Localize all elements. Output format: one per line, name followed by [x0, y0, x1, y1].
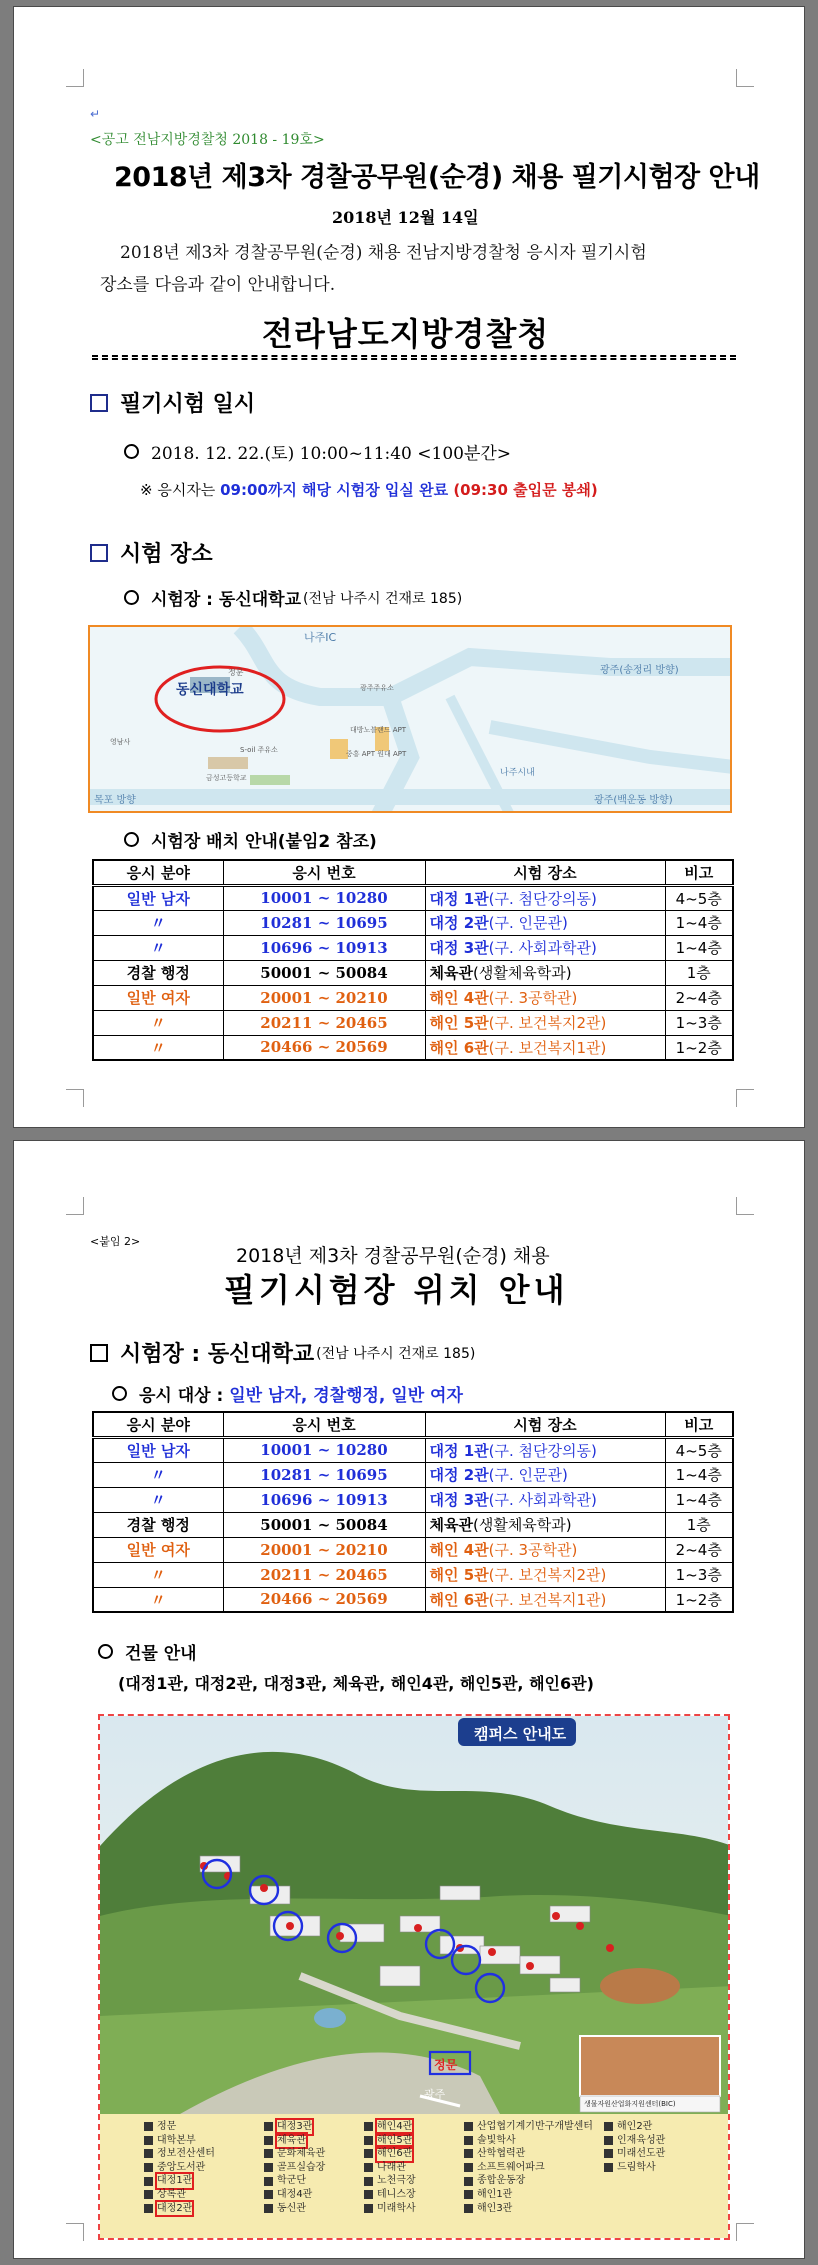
- cell-range: 10001 ~ 10280: [223, 1437, 425, 1462]
- intro-line: 2018년 제3차 경찰공무원(순경) 채용 전남지방경찰청 응시자 필기시험: [120, 243, 647, 263]
- legend-label: 중앙도서관: [157, 2161, 206, 2173]
- table-row: [93, 1537, 733, 1562]
- target-value: 일반 남자, 경찰행정, 일반 여자: [229, 1386, 463, 1406]
- legend-label: 대정4관: [277, 2188, 313, 2200]
- legend-item: [264, 2120, 325, 2134]
- cell-field: 경찰 행정: [93, 1512, 223, 1537]
- exam-room-table: [92, 859, 734, 1061]
- map-label: 중흥 APT 원대 APT: [346, 750, 407, 758]
- circle-bullet-icon: [124, 590, 139, 605]
- place-former-name: (구. 보건복지2관): [488, 1014, 607, 1032]
- legend-number-icon: [144, 2163, 153, 2172]
- cell-field: 〃: [93, 910, 223, 935]
- agency-name: 전라남도지방경찰청: [262, 315, 550, 353]
- legend-item: [464, 2188, 593, 2202]
- cell-place: [425, 1512, 665, 1537]
- legend-item: [264, 2147, 325, 2161]
- legend-item: [604, 2134, 665, 2148]
- cell-note: 1층: [665, 1512, 733, 1537]
- map-label: 광주주유소: [360, 684, 394, 692]
- campus-map: [98, 1714, 730, 2240]
- legend-item: [144, 2134, 215, 2148]
- legend-label: 정보전산센터: [157, 2148, 215, 2160]
- place-name: 대정 2관: [429, 1466, 489, 1484]
- cell-note: 1~4층: [665, 910, 733, 935]
- table-row: [93, 1010, 733, 1035]
- building-list: (대정1관, 대정2관, 대정3관, 체육관, 해인4관, 해인5관, 해인6관): [118, 1674, 594, 1693]
- cell-field: 일반 남자: [93, 885, 223, 910]
- legend-number-icon: [604, 2136, 613, 2145]
- legend-number-icon: [604, 2149, 613, 2158]
- legend-column: [144, 2120, 215, 2215]
- cell-field: 일반 여자: [93, 1537, 223, 1562]
- legend-number-icon: [264, 2136, 273, 2145]
- legend-label: 해인6관: [377, 2148, 413, 2160]
- table-row: [93, 1035, 733, 1060]
- legend-number-icon: [144, 2204, 153, 2213]
- legend-label: 인재육성관: [617, 2134, 666, 2146]
- divider: [92, 355, 736, 360]
- cell-range: 50001 ~ 50084: [223, 960, 425, 985]
- map-label: 정문: [228, 668, 244, 677]
- venue-address: (전남 나주시 건재로 185): [316, 1345, 476, 1362]
- legend-label: 나래관: [377, 2161, 406, 2173]
- legend-label: 종합운동장: [477, 2175, 526, 2187]
- margin-corner: [736, 69, 754, 87]
- legend-label: 해인3관: [477, 2202, 513, 2214]
- cell-place: [425, 1587, 665, 1612]
- legend-number-icon: [464, 2204, 473, 2213]
- place-former-name: (생활체육학과): [472, 964, 572, 982]
- legend-column: [264, 2120, 325, 2215]
- place-name: 해인 4관: [429, 1541, 489, 1559]
- map-label: 영남사: [110, 738, 131, 746]
- place-former-name: (구. 인문관): [488, 1466, 568, 1484]
- margin-corner: [736, 1089, 754, 1107]
- legend-label: 해인2관: [617, 2121, 653, 2132]
- legend-number-icon: [464, 2136, 473, 2145]
- place-name: 대정 1관: [429, 1441, 489, 1460]
- place-former-name: (구. 사회과학관): [488, 1491, 597, 1509]
- column-header: 비고: [665, 860, 733, 885]
- legend-label: 대정1관: [157, 2175, 193, 2187]
- cell-range: 10001 ~ 10280: [223, 885, 425, 910]
- legend-item: [264, 2134, 325, 2148]
- cell-place: [425, 1437, 665, 1462]
- cell-place: [425, 1010, 665, 1035]
- legend-item: [144, 2188, 215, 2202]
- place-name: 대정 1관: [429, 889, 489, 908]
- legend-label: 대학본부: [157, 2134, 196, 2146]
- place-former-name: (구. 첨단강의동): [488, 1441, 597, 1460]
- cell-note: 2~4층: [665, 985, 733, 1010]
- legend-label: 솔빛학사: [477, 2134, 516, 2146]
- cell-range: 20466 ~ 20569: [223, 1587, 425, 1612]
- place-former-name: (구. 3공학관): [488, 1541, 578, 1559]
- legend-label: 대정3관: [277, 2121, 313, 2132]
- venue-label: 시험장 : 동신대학교: [120, 1342, 315, 1367]
- exam-time-text: 2018. 12. 22.(토) 10:00~11:40 <100분간>: [151, 444, 512, 464]
- cell-place: [425, 1462, 665, 1487]
- legend-number-icon: [604, 2163, 613, 2172]
- legend-label: 상록관: [157, 2188, 186, 2200]
- legend-label: 테니스장: [377, 2188, 416, 2200]
- legend-item: [264, 2202, 325, 2216]
- building-guide-line: [98, 1639, 197, 1664]
- campus-drawing: [100, 1716, 730, 2114]
- place-former-name: (구. 사회과학관): [488, 939, 597, 957]
- cell-place: [425, 910, 665, 935]
- legend-label: 미래학사: [377, 2202, 416, 2214]
- place-former-name: (생활체육학과): [472, 1516, 572, 1534]
- section-title: 필기시험 일시: [120, 392, 256, 417]
- place-former-name: (구. 첨단강의동): [488, 889, 597, 908]
- legend-number-icon: [364, 2149, 373, 2158]
- legend-number-icon: [144, 2190, 153, 2199]
- margin-corner: [66, 2223, 84, 2241]
- cell-place: [425, 1537, 665, 1562]
- venue-heading: [90, 1337, 475, 1368]
- checkbox-square-icon: [90, 394, 108, 412]
- attachment-label: <붙임 2>: [90, 1235, 141, 1248]
- legend-number-icon: [464, 2190, 473, 2199]
- legend-number-icon: [604, 2122, 613, 2131]
- arrival-note: ※ 응시자는 09:00까지 해당 시험장 입실 완료 (09:30 출입문 봉쇄): [140, 481, 598, 499]
- checkbox-square-icon: [90, 544, 108, 562]
- table-row: [93, 1437, 733, 1462]
- page-title: 2018년 제3차 경찰공무원(순경) 채용 필기시험장 안내: [114, 162, 760, 193]
- legend-label: 산업협기계기반구개발센터: [477, 2121, 593, 2132]
- document-page-1: ↵ <공고 전남지방경찰청 2018 - 19호> 2018년 제3차 경찰공무원(순경) 채용 필기시험장 안내 2018년 12월 14일 2018년 제3차 경찰공무원(순경) 채용 전남지방경찰청 응시자 필기시험 장소를 다음과 같이 안내합니다. 전라남도지방경찰청 필기시험 일시 2018. 12. 22.(토) 10:00~11:40 <100분간> ※ 응시자는 09:00까지 해당 시험장 입실 완료 (09:30 출입문 봉쇄) 시험 장소 시험장 : 동신대학교 (전남 나주시 건재로 185) 나주IC 동신대학교 광주(송정리 방향) 광주(백운동 방향) 목포 방향 나주시내 정문 대방노블랜드 APT 중흥 APT 원대 APT 금성고등학교 영남사 광주주유소 S-oil 주유소 시험장 배치 안내(붙임2 참조) 응시 분야 응시 번호 시험 장소 비고 일반 남자 10001 ~ 10280 대정 1관(구. 첨단강의동) 4~5층 〃 10281 ~ 10695 대정 2관(구. 인문관) 1~4층 〃 10696 ~ 10913 대정 3관(구. 사회과학관) 1~4층 경찰 행정 50001 ~ 50084 체육관(생활체육학과) 1층 일반 여자 20001 ~ 20210 해인 4관(구. 3공학관) 2~4층 〃 20211 ~ 20465 해인 5관(구. 보건복지2관) 1~3층 〃 20466 ~ 20569 해인 6관(구. 보건복지1관) 1~2층: [13, 6, 805, 1128]
- legend-number-icon: [364, 2136, 373, 2145]
- column-header: 응시 분야: [93, 860, 223, 885]
- cell-note: 1~3층: [665, 1562, 733, 1587]
- legend-number-icon: [464, 2149, 473, 2158]
- map-label: 대방노블랜드 APT: [350, 726, 407, 734]
- bic-label: 생물자원산업화지원센터(BIC): [584, 2100, 676, 2108]
- legend-item: [364, 2120, 416, 2134]
- campus-gate-label: 정문: [434, 2058, 458, 2072]
- location-map: [88, 625, 732, 813]
- legend-item: [364, 2161, 416, 2175]
- layout-guide-line: [124, 827, 377, 852]
- cell-note: 4~5층: [665, 885, 733, 910]
- place-name: 대정 2관: [429, 914, 489, 932]
- legend-item: [144, 2120, 215, 2134]
- place-former-name: (구. 보건복지1관): [488, 1038, 607, 1057]
- map-label: 광주(백운동 방향): [594, 795, 673, 806]
- legend-item: [464, 2202, 593, 2216]
- column-header: 응시 번호: [223, 1412, 425, 1437]
- cell-range: 20001 ~ 20210: [223, 985, 425, 1010]
- legend-number-icon: [264, 2163, 273, 2172]
- intro-line: 장소를 다음과 같이 안내합니다.: [100, 275, 336, 295]
- margin-corner: [66, 69, 84, 87]
- map-label: 목포 방향: [94, 795, 136, 806]
- exam-time: [124, 439, 511, 464]
- venue-address: (전남 나주시 건재로 185): [303, 590, 463, 607]
- place-name: 체육관: [429, 1516, 473, 1534]
- legend-item: [464, 2161, 593, 2175]
- legend-item: [364, 2174, 416, 2188]
- place-name: 해인 5관: [429, 1566, 489, 1584]
- legend-item: [464, 2174, 593, 2188]
- cell-note: 1~2층: [665, 1587, 733, 1612]
- table-row: [93, 1487, 733, 1512]
- cell-field: 일반 남자: [93, 1437, 223, 1462]
- campus-banner: 캠퍼스 안내도: [474, 1725, 567, 1743]
- place-former-name: (구. 인문관): [488, 914, 568, 932]
- legend-number-icon: [144, 2177, 153, 2186]
- cell-field: 〃: [93, 1035, 223, 1060]
- legend-item: [364, 2134, 416, 2148]
- legend-item: [144, 2147, 215, 2161]
- map-label: 나주시내: [500, 768, 535, 778]
- place-name: 대정 3관: [429, 1491, 489, 1509]
- legend-item: [364, 2202, 416, 2216]
- circle-bullet-icon: [124, 444, 139, 459]
- exam-room-table: [92, 1411, 734, 1613]
- cell-field: 〃: [93, 1562, 223, 1587]
- venue-label: 시험장 : 동신대학교: [151, 590, 302, 610]
- document-page-2: [13, 1140, 805, 2259]
- place-name: 체육관: [429, 964, 473, 982]
- legend-number-icon: [364, 2163, 373, 2172]
- section-title: 시험 장소: [120, 542, 213, 567]
- table-row: [93, 960, 733, 985]
- table-header-row: [93, 1412, 733, 1437]
- map-label: S-oil 주유소: [240, 746, 278, 754]
- legend-label: 소프트웨어파크: [477, 2161, 545, 2173]
- cell-note: 1~2층: [665, 1035, 733, 1060]
- cell-note: 1~4층: [665, 1487, 733, 1512]
- legend-item: [144, 2161, 215, 2175]
- legend-number-icon: [364, 2177, 373, 2186]
- target-line: 응시 대상 : 일반 남자, 경찰행정, 일반 여자: [112, 1381, 463, 1406]
- campus-legend: [100, 2114, 730, 2240]
- map-label: 금성고등학교: [206, 774, 247, 782]
- place-former-name: (구. 보건복지1관): [488, 1590, 607, 1609]
- column-header: 시험 장소: [425, 860, 665, 885]
- intro-paragraph: [100, 237, 740, 301]
- cell-place: [425, 960, 665, 985]
- cell-range: 20211 ~ 20465: [223, 1562, 425, 1587]
- checkbox-square-icon: [90, 1344, 108, 1362]
- legend-column: [364, 2120, 416, 2215]
- legend-label: 미래선도관: [617, 2148, 666, 2160]
- table-row: [93, 1512, 733, 1537]
- legend-label: 문화체육관: [277, 2148, 326, 2160]
- legend-label: 산학협력관: [477, 2148, 526, 2160]
- legend-number-icon: [364, 2204, 373, 2213]
- table-row: [93, 1462, 733, 1487]
- legend-column: [604, 2120, 665, 2174]
- cell-field: 〃: [93, 1587, 223, 1612]
- cell-note: 1~3층: [665, 1010, 733, 1035]
- cell-place: [425, 1035, 665, 1060]
- legend-number-icon: [144, 2136, 153, 2145]
- legend-item: [464, 2147, 593, 2161]
- legend-label: 동신관: [277, 2202, 306, 2214]
- margin-corner: [736, 1197, 754, 1215]
- cell-place: [425, 1562, 665, 1587]
- cell-place: [425, 1487, 665, 1512]
- legend-number-icon: [144, 2122, 153, 2131]
- map-drawing: [90, 627, 732, 813]
- cell-place: [425, 885, 665, 910]
- column-header: 응시 분야: [93, 1412, 223, 1437]
- place-name: 해인 6관: [429, 1590, 489, 1609]
- cell-note: 1~4층: [665, 1462, 733, 1487]
- margin-corner: [66, 1089, 84, 1107]
- map-label-university: 동신대학교: [176, 682, 244, 698]
- page-title: 필기시험장 위치 안내: [224, 1271, 569, 1309]
- legend-label: 체육관: [277, 2134, 306, 2146]
- venue-line: [124, 585, 462, 610]
- legend-number-icon: [264, 2190, 273, 2199]
- legend-item: [364, 2188, 416, 2202]
- legend-number-icon: [464, 2177, 473, 2186]
- place-name: 해인 4관: [429, 989, 489, 1007]
- legend-item: [604, 2120, 665, 2134]
- legend-label: 해인4관: [377, 2121, 413, 2132]
- table-row: [93, 1587, 733, 1612]
- legend-number-icon: [264, 2149, 273, 2158]
- place-name: 해인 5관: [429, 1014, 489, 1032]
- map-label: 광주(송정리 방향): [600, 665, 679, 676]
- campus-gwangju-label: 광주: [424, 2088, 446, 2101]
- legend-number-icon: [144, 2149, 153, 2158]
- legend-label: 정문: [157, 2121, 177, 2132]
- legend-item: [604, 2147, 665, 2161]
- section-exam-datetime: [90, 387, 255, 418]
- cell-field: 경찰 행정: [93, 960, 223, 985]
- notice-date: 2018년 12월 14일: [332, 208, 479, 227]
- legend-item: [264, 2188, 325, 2202]
- cell-field: 일반 여자: [93, 985, 223, 1010]
- circle-bullet-icon: [112, 1386, 127, 1401]
- layout-guide-label: 시험장 배치 안내(붙임2 참조): [151, 832, 377, 852]
- legend-item: [464, 2134, 593, 2148]
- cell-range: 20466 ~ 20569: [223, 1035, 425, 1060]
- place-name: 대정 3관: [429, 939, 489, 957]
- page-subtitle: 2018년 제3차 경찰공무원(순경) 채용: [236, 1245, 550, 1267]
- legend-number-icon: [264, 2122, 273, 2131]
- legend-label: 해인1관: [477, 2188, 513, 2200]
- column-header: 비고: [665, 1412, 733, 1437]
- legend-number-icon: [364, 2190, 373, 2199]
- place-name: 해인 6관: [429, 1038, 489, 1057]
- legend-label: 드림학사: [617, 2161, 656, 2173]
- legend-item: [264, 2174, 325, 2188]
- cell-note: 1층: [665, 960, 733, 985]
- place-former-name: (구. 보건복지2관): [488, 1566, 607, 1584]
- margin-corner: [736, 2223, 754, 2241]
- cell-field: 〃: [93, 935, 223, 960]
- table-header-row: [93, 860, 733, 885]
- legend-number-icon: [264, 2204, 273, 2213]
- column-header: 시험 장소: [425, 1412, 665, 1437]
- legend-label: 학군단: [277, 2175, 306, 2187]
- table-row: [93, 910, 733, 935]
- cell-field: 〃: [93, 1462, 223, 1487]
- cell-range: 10281 ~ 10695: [223, 910, 425, 935]
- circle-bullet-icon: [98, 1644, 113, 1659]
- cell-range: 50001 ~ 50084: [223, 1512, 425, 1537]
- cell-note: 2~4층: [665, 1537, 733, 1562]
- cell-field: 〃: [93, 1487, 223, 1512]
- cell-place: [425, 985, 665, 1010]
- legend-number-icon: [264, 2177, 273, 2186]
- circle-bullet-icon: [124, 832, 139, 847]
- building-guide-title: 건물 안내: [125, 1644, 197, 1664]
- cell-note: 4~5층: [665, 1437, 733, 1462]
- legend-label: 대정2관: [157, 2202, 193, 2214]
- legend-label: 골프실습장: [277, 2161, 326, 2173]
- legend-item: [264, 2161, 325, 2175]
- column-header: 응시 번호: [223, 860, 425, 885]
- legend-number-icon: [464, 2163, 473, 2172]
- legend-item: [144, 2202, 215, 2216]
- table-row: [93, 1562, 733, 1587]
- notice-number: <공고 전남지방경찰청 2018 - 19호>: [90, 132, 325, 148]
- table-row: [93, 885, 733, 910]
- cell-range: 20211 ~ 20465: [223, 1010, 425, 1035]
- legend-number-icon: [464, 2122, 473, 2131]
- cell-range: 10696 ~ 10913: [223, 1487, 425, 1512]
- legend-column: [464, 2120, 593, 2215]
- legend-item: [364, 2147, 416, 2161]
- legend-item: [144, 2174, 215, 2188]
- cell-note: 1~4층: [665, 935, 733, 960]
- table-row: [93, 935, 733, 960]
- section-exam-location: [90, 537, 213, 568]
- place-former-name: (구. 3공학관): [488, 989, 578, 1007]
- cell-place: [425, 935, 665, 960]
- legend-label: 노천극장: [377, 2175, 416, 2187]
- cell-range: 10696 ~ 10913: [223, 935, 425, 960]
- legend-item: [604, 2161, 665, 2175]
- legend-number-icon: [364, 2122, 373, 2131]
- map-label: 나주IC: [304, 631, 337, 644]
- legend-label: 해인5관: [377, 2134, 413, 2146]
- table-row: [93, 985, 733, 1010]
- margin-corner: [66, 1197, 84, 1215]
- cell-range: 20001 ~ 20210: [223, 1537, 425, 1562]
- cell-field: 〃: [93, 1010, 223, 1035]
- cell-range: 10281 ~ 10695: [223, 1462, 425, 1487]
- legend-item: [464, 2120, 593, 2134]
